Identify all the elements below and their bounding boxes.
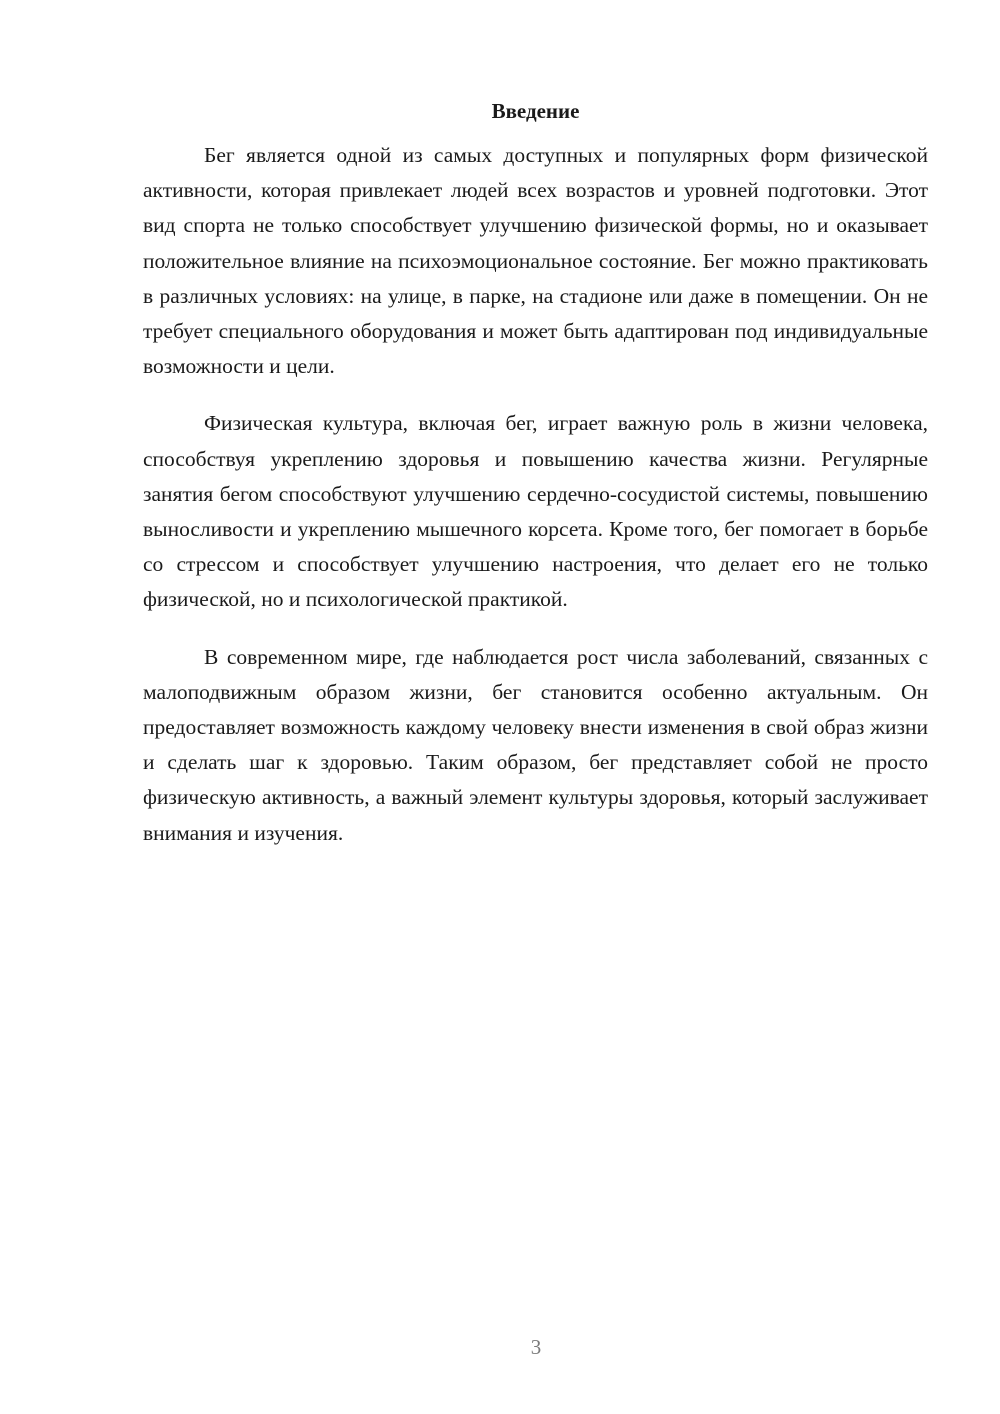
- paragraph-2: Физическая культура, включая бег, играет важную роль в жизни человека, способствуя укреплению здоровья и повышению качества жизни. Регулярные занятия бегом способствуют улучшению сердечно-сосудистой системы, повышению выносливости и укреплению мышечного корсета. Кроме того, бег помогает в борьбе со стрессом и способствует улучшению настроения, что делает его не только физической, но и психологической практикой.: [143, 411, 928, 612]
- page-number: 3: [530, 1335, 542, 1359]
- paragraph-3: В современном мире, где наблюдается рост числа заболеваний, связанных с малоподвижным образом жизни, бег становится особенно актуальным. Он предоставляет возможность каждому человеку внести изменения в свой образ жизни и сделать шаг к здоровью. Таким образом, бег представляет собой не просто физическую активность, а важный элемент культуры здоровья, который заслуживает внимания и изучения.: [143, 644, 928, 845]
- section-title: Введение: [491, 99, 580, 123]
- paragraph-1: Бег является одной из самых доступных и популярных форм физической активности, которая привлекает людей всех возрастов и уровней подготовки. Этот вид спорта не только способствует улучшению физической формы, но и оказывает положительное влияние на психоэмоциональное состояние. Бег можно практиковать в различных условиях: на улице, в парке, на стадионе или даже в помещении. Он не требует специального оборудования и может быть адаптирован под индивидуальные возможности и цели.: [143, 143, 928, 379]
- document-page: [143, 96, 928, 873]
